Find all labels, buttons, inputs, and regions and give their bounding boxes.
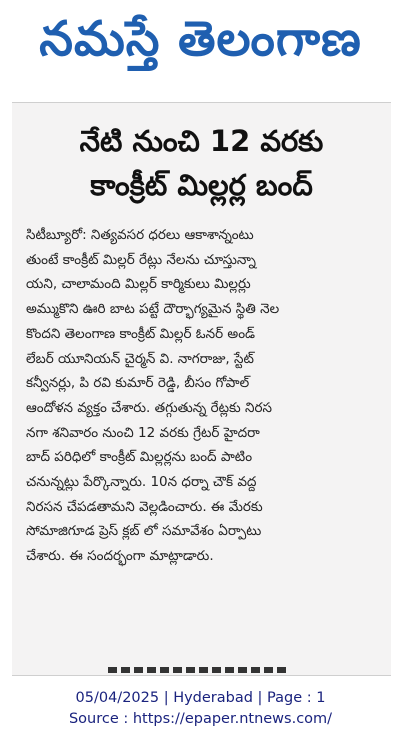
body-line: చనున్నట్లు పేర్కొన్నారు. 10న ధర్నా చౌక్ వద్ద (26, 474, 257, 491)
body-line: అమ్ముకొని ఊరి బాట పట్టే దౌర్భాగ్యమైన స్థితి నెల (26, 301, 280, 318)
body-line: బాద్ పరిధిలో కాంక్రీట్ మిల్లర్లను బంద్ పాటిం (26, 449, 253, 466)
body-line: కొందని తెలంగాణ కాంక్రీట్ మిల్లర్ ఓనర్ అండ్ (26, 325, 256, 342)
clip-footer (0, 688, 401, 730)
article-body (12, 207, 391, 569)
footer-source: Source : https://epaper.ntnews.com/ (68, 711, 333, 727)
footer-date-edition: 05/04/2025 | Hyderabad | Page : 1 (75, 690, 326, 706)
cut-off-text-fragment (108, 667, 288, 673)
body-line: యని, చాలామంది మిల్లర్ కార్మికులు మిల్లర్లు (26, 276, 251, 293)
body-line: సిటీబ్యూరో: నిత్యవసర ధరలు ఆకాశాన్నంటు (26, 227, 254, 243)
body-line: చేశారు. ఈ సందర్భంగా మాట్లాడారు. (26, 548, 214, 565)
body-line: సోమాజిగూడ ప్రెస్ క్లబ్ లో సమావేశం ఏర్పాటు (26, 523, 262, 540)
masthead-title: నమస్తే తెలంగాణ (39, 11, 362, 67)
headline-line-1: నేటి నుంచి 12 వరకు (79, 124, 324, 158)
article-clipping (12, 102, 391, 676)
body-line: నిరసన చేపడతామని వెల్లడించారు. ఈ మేరకు (26, 498, 263, 515)
body-line: ఆందోళన వ్యక్తం చేశారు. తగ్గుతున్న రేట్లకు నిరస (26, 399, 272, 416)
headline-line-2: కాంక్రీట్ మిల్లర్ల బంద్ (90, 168, 313, 202)
newspaper-masthead (0, 0, 401, 78)
body-line: లేబర్ యూనియన్ చైర్మన్ వి. నాగరాజు, స్టేట్ (26, 350, 254, 367)
body-line: కన్వీనర్లు, పి రవి కుమార్ రెడ్డి, బీసం గోపాల్ (26, 375, 250, 392)
body-line: తుంటే కాంక్రీట్ మిల్లర్ రేట్లు నేలను చూస్తున్నా (26, 251, 256, 268)
body-line: నగా శనివారం నుంచి 12 వరకు గ్రేటర్ హైదరా (26, 424, 260, 441)
